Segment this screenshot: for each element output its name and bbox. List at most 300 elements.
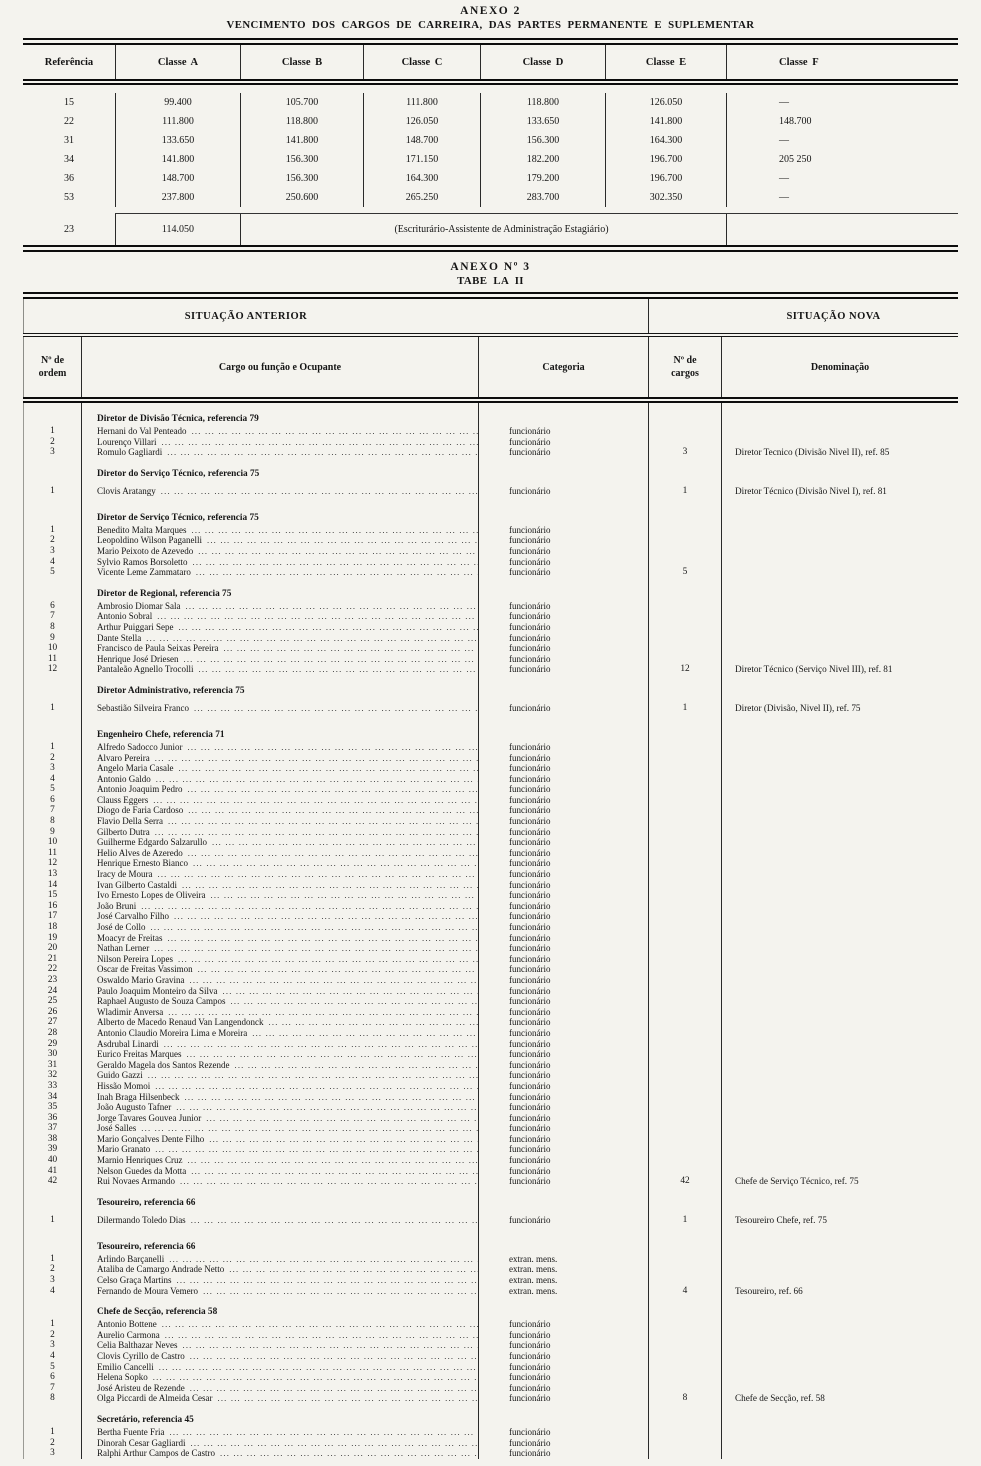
column-header-classe-b: Classe B [240, 45, 363, 79]
classe-b-cell: 105.700 [240, 93, 363, 112]
categoria-cell: funcionário [478, 1383, 648, 1394]
num-cargos-cell: 1 [648, 481, 721, 502]
denominacao-cell [721, 1231, 958, 1254]
ordem-cell: 9 [23, 827, 81, 838]
ordem-cell: 22 [23, 964, 81, 975]
occupant-name: Antonio Claudio Moreira Lima e Moreira [97, 1027, 248, 1038]
situacao-nova-header: SITUAÇÃO NOVA [648, 299, 958, 333]
classe-d-cell: 118.800 [480, 93, 605, 112]
categoria-cell: funcionário [478, 1155, 648, 1166]
personnel-row [23, 1286, 958, 1297]
dotted-leader [212, 837, 478, 848]
num-cargos-cell: 3 [648, 447, 721, 458]
dotted-leader [174, 911, 478, 922]
dotted-leader [169, 1427, 478, 1438]
num-cargos-cell [648, 784, 721, 795]
ordem-cell: 12 [23, 858, 81, 869]
categoria-cell [478, 403, 648, 426]
categoria-cell: funcionário [478, 1092, 648, 1103]
dotted-leader [167, 447, 478, 458]
personnel-row [23, 1017, 958, 1028]
dotted-leader [193, 557, 478, 568]
classe-a-cell: 148.700 [115, 169, 240, 188]
denominacao-cell [721, 1351, 958, 1362]
denominacao-cell [721, 1039, 958, 1050]
categoria-cell: funcionário [478, 1351, 648, 1362]
denominacao-cell [721, 742, 958, 753]
dotted-leader [161, 481, 478, 502]
personnel-row [23, 848, 958, 859]
occupant-name: Moacyr de Freitas [97, 932, 163, 943]
categoria-cell: funcionário [478, 763, 648, 774]
personnel-row [23, 996, 958, 1007]
categoria-cell: funcionário [478, 1113, 648, 1124]
dotted-leader [198, 964, 478, 975]
categoria-cell: funcionário [478, 1028, 648, 1039]
ordem-line2: ordem [38, 368, 67, 379]
denominacao-cell: Tesoureiro, ref. 66 [721, 1286, 958, 1297]
personnel-row [23, 633, 958, 644]
personnel-row [23, 901, 958, 912]
cargo-cell [81, 1060, 478, 1071]
classe-f-cell: — [726, 169, 958, 188]
dotted-leader [154, 943, 478, 954]
denominacao-cell [721, 784, 958, 795]
personnel-row [23, 1264, 958, 1275]
personnel-row [23, 601, 958, 612]
num-cargos-cell [648, 1113, 721, 1124]
num-cargos-cell [648, 1319, 721, 1330]
occupant-name: Rui Novaes Armando [97, 1176, 175, 1187]
dotted-leader [207, 535, 478, 546]
classe-c-cell: 265.250 [363, 188, 480, 207]
dotted-leader [153, 795, 478, 806]
denominacao-cell [721, 933, 958, 944]
categoria-cell: funcionário [478, 1330, 648, 1341]
dotted-leader [217, 1393, 478, 1404]
occupant-name: Mario Granato [97, 1144, 151, 1155]
cargo-cell [81, 774, 478, 785]
dotted-leader [187, 742, 478, 753]
cargo-cell [81, 890, 478, 901]
classe-e-cell: 302.350 [605, 188, 726, 207]
personnel-row [23, 774, 958, 785]
num-cargos-cell [648, 975, 721, 986]
dotted-leader [198, 546, 478, 557]
dotted-leader [203, 1286, 478, 1297]
cargo-label: Cargo ou função e Ocupante [218, 361, 342, 373]
ordem-cell: 3 [23, 1275, 81, 1286]
occupant-name: Guilherme Edgardo Salzarullo [97, 837, 207, 848]
dotted-leader [196, 567, 478, 578]
ordem-cell: 24 [23, 986, 81, 997]
group-heading-cell [81, 578, 478, 601]
classe-a-cell: 141.800 [115, 150, 240, 169]
num-cargos-cell [648, 1404, 721, 1427]
occupant-name: Helena Sopko [97, 1372, 148, 1383]
denominacao-cell [721, 986, 958, 997]
cargo-cell [81, 837, 478, 848]
num-cargos-cell: 1 [648, 698, 721, 719]
categoria-cell: funcionário [478, 481, 648, 502]
cargo-cell [81, 1286, 478, 1297]
denominacao-cell [721, 1081, 958, 1092]
categoria-cell: funcionário [478, 1210, 648, 1231]
group-heading-cell [81, 1231, 478, 1254]
personnel-row [23, 837, 958, 848]
dotted-leader [191, 1210, 478, 1231]
classe-c-cell: 111.800 [363, 93, 480, 112]
num-cargos-cell [648, 1438, 721, 1449]
categoria-cell: funcionário [478, 933, 648, 944]
cargo-cell [81, 996, 478, 1007]
ordem-cell: 27 [23, 1017, 81, 1028]
ordem-cell: 2 [23, 1264, 81, 1275]
denominacao-cell [721, 578, 958, 601]
ordem-cell: 1 [23, 426, 81, 437]
ordem-cell: 33 [23, 1081, 81, 1092]
num-cargos-cell [648, 633, 721, 644]
denominacao-cell [721, 458, 958, 481]
group-heading-text: Diretor de Serviço Técnico, referencia 75 [97, 512, 259, 523]
footer-classe-f-empty [726, 213, 958, 245]
classe-f-cell: — [726, 131, 958, 150]
column-header-classe-e: Classe E [605, 45, 726, 79]
ordem-cell [23, 578, 81, 601]
num-cargos-cell [648, 458, 721, 481]
num-cargos-cell [648, 1264, 721, 1275]
denominacao-cell [721, 1123, 958, 1134]
categoria-cell: funcionário [478, 1134, 648, 1145]
dotted-leader [159, 1362, 478, 1373]
denominacao-cell [721, 1007, 958, 1018]
cargo-cell [81, 664, 478, 675]
occupant-name: Ataliba de Camargo Andrade Netto [97, 1264, 225, 1275]
ordem-cell: 35 [23, 1102, 81, 1113]
cargo-cell [81, 525, 478, 536]
personnel-row [23, 1275, 958, 1286]
denominacao-cell [721, 1427, 958, 1438]
denominacao-cell [721, 633, 958, 644]
occupant-name: Antonio Sobral [97, 611, 153, 622]
num-cargos-cell [648, 858, 721, 869]
ordem-cell: 41 [23, 1166, 81, 1177]
denominacao-cell: Chefe de Serviço Técnico, ref. 75 [721, 1176, 958, 1187]
cargo-cell [81, 1351, 478, 1362]
dotted-leader [199, 664, 479, 675]
num-cargos-cell [648, 502, 721, 525]
categoria-cell: funcionário [478, 943, 648, 954]
ordem-cell: 26 [23, 1007, 81, 1018]
cargo-cell [81, 922, 478, 933]
classe-d-cell: 179.200 [480, 169, 605, 188]
personnel-row [23, 611, 958, 622]
num-cargos-cell [648, 816, 721, 827]
cargo-cell [81, 1039, 478, 1050]
cargo-cell [81, 880, 478, 891]
occupant-name: Oscar de Freitas Vassimon [97, 964, 193, 975]
cargo-cell [81, 742, 478, 753]
occupant-name: Alberto de Macedo Renaud Van Langendonck [97, 1017, 264, 1028]
categoria-cell: funcionário [478, 774, 648, 785]
anexo2-header-row [23, 45, 958, 85]
occupant-name: Hernani do Val Penteado [97, 426, 187, 436]
personnel-row [23, 1372, 958, 1383]
denominacao-cell [721, 426, 958, 437]
ordem-cell: 18 [23, 922, 81, 933]
personnel-row [23, 1134, 958, 1145]
dotted-leader [178, 954, 478, 965]
categoria-cell: funcionário [478, 1438, 648, 1449]
categoria-cell: funcionário [478, 880, 648, 891]
group-heading-text: Secretário, referencia 45 [97, 1414, 194, 1425]
ordem-cell: 10 [23, 837, 81, 848]
num-cargos-cell [648, 654, 721, 665]
denominacao-cell [721, 1187, 958, 1210]
personnel-row [23, 911, 958, 922]
num-cargos-cell [648, 795, 721, 806]
cargo-cell [81, 1275, 478, 1286]
classe-a-cell: 237.800 [115, 188, 240, 207]
categoria-cell: funcionário [478, 1060, 648, 1071]
ordem-cell: 5 [23, 1362, 81, 1373]
occupant-name: Antonio Galdo [97, 773, 151, 784]
cargo-cell [81, 437, 478, 448]
salary-table-row [23, 93, 958, 112]
classe-a-cell: 133.650 [115, 131, 240, 150]
ordem-cell: 9 [23, 633, 81, 644]
categoria-cell: funcionário [478, 827, 648, 838]
num-cargos-cell [648, 719, 721, 742]
denominacao-cell: Diretor Técnico (Serviço Nivel III), ref. 81 [721, 664, 958, 675]
dotted-leader [188, 784, 479, 795]
categoria-cell: funcionário [478, 1176, 648, 1187]
cargo-cell [81, 1393, 478, 1404]
dotted-leader [162, 437, 478, 448]
num-cargos-cell [648, 1231, 721, 1254]
occupant-name: Antonio Bottene [97, 1319, 157, 1330]
num-cargos-cell [648, 1028, 721, 1039]
anexo2-footer-row [23, 213, 958, 245]
occupant-name: Diogo de Faria Cardoso [97, 805, 184, 816]
cargo-cell [81, 1017, 478, 1028]
occupant-name: Lourenço Villari [97, 436, 157, 447]
num-cargos-cell [648, 1448, 721, 1459]
cargo-cell [81, 943, 478, 954]
categoria-cell: funcionário [478, 546, 648, 557]
num-cargos-cell: 1 [648, 1210, 721, 1231]
referencia-cell: 22 [64, 116, 74, 127]
num-cargos-cell [648, 986, 721, 997]
group-heading-row [23, 719, 958, 742]
ordem-cell: 10 [23, 643, 81, 654]
ordem-cell: 1 [23, 1319, 81, 1330]
personnel-row [23, 1081, 958, 1092]
personnel-row [23, 1438, 958, 1449]
referencia-cell: 53 [64, 192, 74, 203]
personnel-row [23, 481, 958, 502]
denominacao-cell [721, 1264, 958, 1275]
ordem-line1: Nº de [40, 355, 65, 366]
group-heading-row [23, 502, 958, 525]
denominacao-cell [721, 1340, 958, 1351]
denominacao-cell [721, 890, 958, 901]
dotted-leader [182, 880, 478, 891]
cargo-cell [81, 986, 478, 997]
ordem-cell: 2 [23, 1330, 81, 1341]
dotted-leader [169, 1254, 478, 1265]
denominacao-cell [721, 795, 958, 806]
occupant-name: Ambrosio Diomar Sala [97, 600, 181, 611]
footer-referencia: 23 [64, 223, 74, 235]
num-cargos-cell [648, 922, 721, 933]
categoria-cell: funcionário [478, 1448, 648, 1459]
ordem-cell [23, 502, 81, 525]
cargo-cell [81, 1155, 478, 1166]
dotted-leader [230, 996, 478, 1007]
occupant-name: João Bruni [97, 900, 137, 911]
num-cargos-cell [648, 943, 721, 954]
classe-a-cell: 99.400 [115, 93, 240, 112]
personnel-row [23, 805, 958, 816]
dotted-leader [157, 611, 478, 622]
cargo-cell [81, 964, 478, 975]
personnel-row [23, 880, 958, 891]
denominacao-cell [721, 975, 958, 986]
classe-d-cell: 156.300 [480, 131, 605, 150]
ordem-cell: 2 [23, 535, 81, 546]
cargo-cell [81, 784, 478, 795]
referencia-cell: 31 [64, 135, 74, 146]
num-cargos-cell [648, 1166, 721, 1177]
ordem-cell: 3 [23, 546, 81, 557]
num-cargos-cell [648, 601, 721, 612]
denominacao-cell [721, 611, 958, 622]
personnel-row [23, 546, 958, 557]
dotted-leader [189, 975, 478, 986]
ordem-cell: 29 [23, 1039, 81, 1050]
categoria-cell: funcionário [478, 664, 648, 675]
ordem-cell: 6 [23, 795, 81, 806]
column-header-cargo [81, 337, 478, 397]
num-cargos-cell [648, 1427, 721, 1438]
categoria-cell [478, 1404, 648, 1427]
num-cargos-cell [648, 1102, 721, 1113]
occupant-name: Mario Peixoto de Azevedo [97, 545, 194, 556]
occupant-name: Alfredo Sadocco Junior [97, 741, 183, 752]
cargos-line1: Nº de [673, 355, 697, 366]
categoria-cell: funcionário [478, 1144, 648, 1155]
personnel-row [23, 869, 958, 880]
dotted-leader [190, 1351, 478, 1362]
occupant-name: Eurico Freitas Marques [97, 1049, 182, 1060]
classe-f-cell: — [726, 188, 958, 207]
cargo-cell [81, 1092, 478, 1103]
classe-b-cell: 118.800 [240, 112, 363, 131]
group-heading-row [23, 403, 958, 426]
denominacao-cell: Diretor (Divisão, Nivel II), ref. 75 [721, 698, 958, 719]
categoria-cell: funcionário [478, 447, 648, 458]
cargo-cell [81, 1383, 478, 1394]
cargo-cell [81, 1134, 478, 1145]
occupant-name: Sylvio Ramos Borsoletto [97, 556, 188, 567]
denominacao-cell [721, 1017, 958, 1028]
ordem-cell: 13 [23, 869, 81, 880]
ordem-cell: 25 [23, 996, 81, 1007]
denominacao-cell: Chefe de Secção, ref. 58 [721, 1393, 958, 1404]
num-cargos-cell [648, 1039, 721, 1050]
occupant-name: Clauss Eggers [97, 794, 149, 805]
cargo-cell [81, 567, 478, 578]
dotted-leader [155, 753, 478, 764]
categoria-cell: funcionário [478, 1007, 648, 1018]
num-cargos-cell [648, 1187, 721, 1210]
num-cargos-cell [648, 1144, 721, 1155]
dotted-leader [183, 654, 478, 665]
cargo-cell [81, 1372, 478, 1383]
classe-e-cell: 126.050 [605, 93, 726, 112]
ordem-cell [23, 719, 81, 742]
dotted-leader [141, 1123, 478, 1134]
anexo3-column-headers [23, 337, 958, 403]
num-cargos-cell [648, 827, 721, 838]
occupant-name: Guido Gazzi [97, 1070, 143, 1081]
occupant-name: Francisco de Paula Seixas Pereira [97, 643, 219, 654]
categoria-cell: funcionário [478, 557, 648, 568]
num-cargos-cell [648, 525, 721, 536]
cargo-cell [81, 1123, 478, 1134]
column-header-classe-c: Classe C [363, 45, 480, 79]
anexo3-section-header [23, 299, 958, 337]
categoria-cell: extran. mens. [478, 1254, 648, 1265]
dotted-leader [180, 1176, 478, 1187]
num-cargos-cell [648, 774, 721, 785]
group-heading-row [23, 578, 958, 601]
num-cargos-cell [648, 1070, 721, 1081]
denominacao-cell [721, 403, 958, 426]
num-cargos-cell [648, 437, 721, 448]
occupant-name: Ralphi Arthur Campos de Castro [97, 1448, 215, 1459]
personnel-row [23, 447, 958, 458]
ordem-cell: 4 [23, 1351, 81, 1362]
occupant-name: José Carvalho Filho [97, 911, 169, 922]
denominacao-cell [721, 502, 958, 525]
dotted-leader [269, 1017, 478, 1028]
group-heading-row [23, 1231, 958, 1254]
denominacao-cell [721, 1060, 958, 1071]
denominacao-cell [721, 643, 958, 654]
cargo-cell [81, 858, 478, 869]
num-cargos-cell [648, 611, 721, 622]
dotted-leader [182, 1340, 478, 1351]
num-cargos-cell [648, 1049, 721, 1060]
categoria-cell: funcionário [478, 1340, 648, 1351]
num-cargos-cell [648, 1254, 721, 1265]
denominacao-cell [721, 535, 958, 546]
ordem-cell: 23 [23, 975, 81, 986]
denominacao-cell [721, 964, 958, 975]
denominacao-cell [721, 1438, 958, 1449]
personnel-row [23, 1007, 958, 1018]
num-cargos-cell [648, 869, 721, 880]
personnel-row [23, 643, 958, 654]
occupant-name: Clovis Aratangy [97, 485, 156, 496]
ordem-cell: 20 [23, 943, 81, 954]
categoria-cell: funcionário [478, 890, 648, 901]
occupant-name: Pantaleão Agnello Trocolli [97, 664, 194, 675]
cargo-cell [81, 1438, 478, 1449]
occupant-name: Celia Balthazar Neves [97, 1340, 178, 1351]
